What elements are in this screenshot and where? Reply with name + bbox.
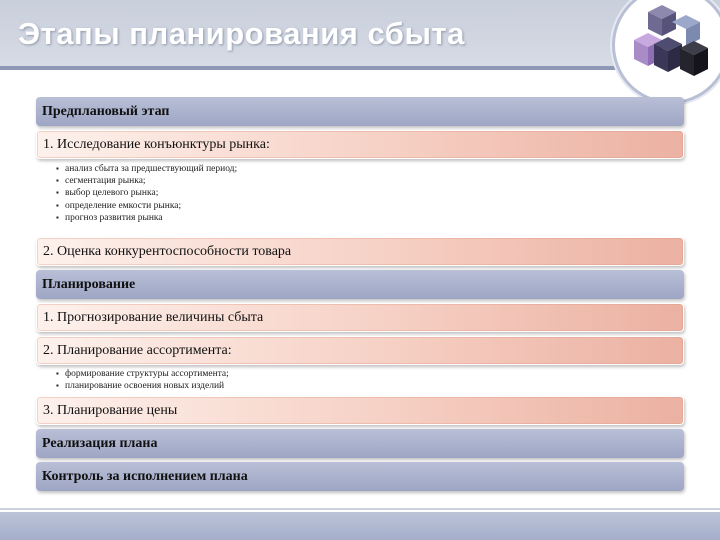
title-underline [0,66,720,70]
bullet-item: ▪ определение емкости рынка; [56,200,237,212]
stage-heading-planning: Планирование [36,270,684,299]
bullet-item: ▪ выбор целевого рынка; [56,187,237,199]
market-research-bullets [56,163,237,224]
bullet-item: ▪ сегментация рынка; [56,175,237,187]
stage-item-assortment: 2. Планирование ассортимента: [36,336,684,365]
bullet-item: ▪ формирование структуры ассортимента; [56,368,229,380]
stage-item-market-research: 1. Исследование конъюнктуры рынка: [36,130,684,159]
stage-item-competitiveness: 2. Оценка конкурентоспособности товара [36,237,684,266]
stage-heading-preplan: Предплановый этап [36,97,684,126]
footer-band [0,512,720,540]
stage-heading-realization: Реализация плана [36,429,684,458]
stage-item-price: 3. Планирование цены [36,396,684,425]
stage-heading-control: Контроль за исполнением плана [36,462,684,491]
bullet-item: ▪ прогноз развития рынка [56,212,237,224]
bullet-item: ▪ планирование освоения новых изделий [56,380,229,392]
slide-title: Этапы планирования сбыта [18,16,465,51]
stage-item-sales-forecast: 1. Прогнозирование величины сбыта [36,303,684,332]
assortment-bullets [56,368,229,392]
cubes-logo-icon [628,0,720,86]
bullet-item: ▪ анализ сбыта за предшествующий период; [56,163,237,175]
footer-divider [0,508,720,510]
